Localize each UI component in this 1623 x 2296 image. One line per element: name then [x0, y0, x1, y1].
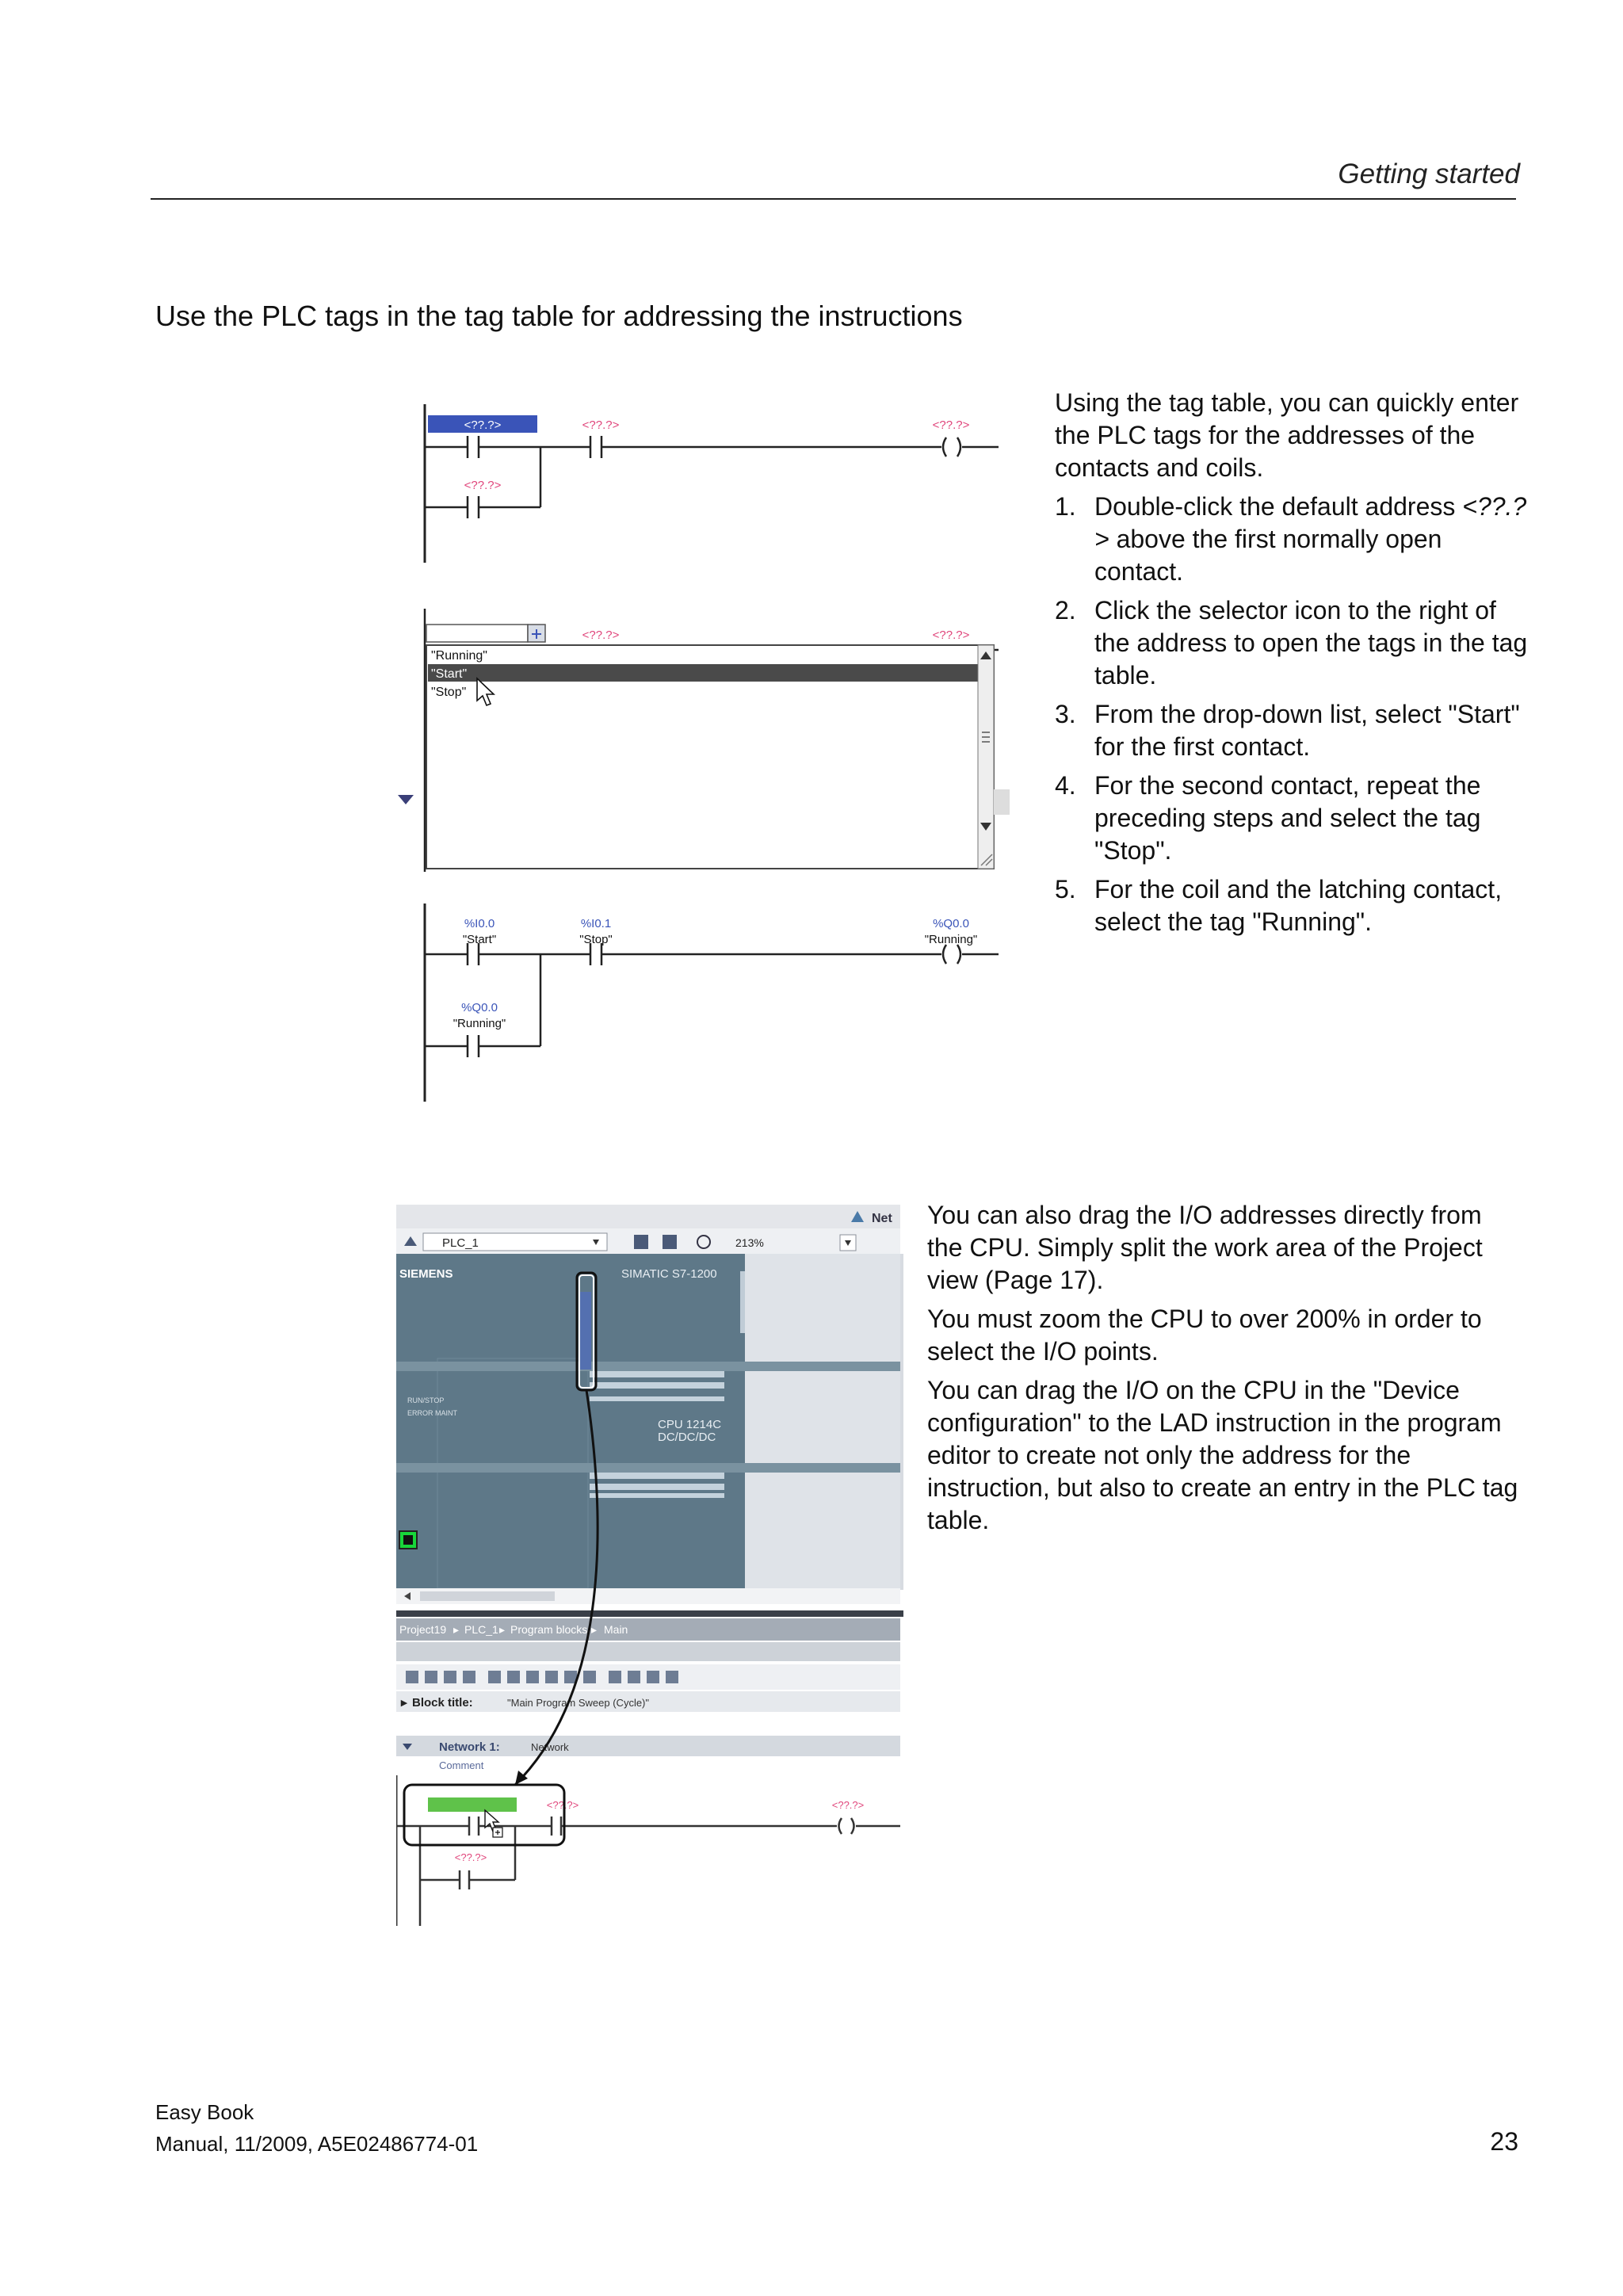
rung-default-addresses — [425, 404, 999, 563]
brand-label: SIEMENS — [399, 1267, 453, 1281]
dropdown-scrollbar[interactable] — [978, 645, 994, 869]
step-item: 2. Click the selector icon to the right of the address to open the tags in the tag table. — [1055, 596, 1528, 690]
coil-address: %Q0.0 — [933, 917, 969, 930]
latch-address: %Q0.0 — [461, 1001, 498, 1014]
address-placeholder: <??.?> — [546, 1799, 579, 1811]
header-rule — [151, 198, 1516, 200]
dropdown-item-stop[interactable]: "Stop" — [431, 686, 467, 699]
steps-list — [1055, 491, 1530, 938]
page-number: 23 — [1490, 2127, 1518, 2156]
address-placeholder: <??.?> — [932, 628, 970, 642]
model-label: SIMATIC S7-1200 — [621, 1267, 717, 1281]
run-stop-led: RUN/STOP — [407, 1396, 445, 1404]
breadcrumb-plc[interactable]: PLC_1 — [464, 1623, 498, 1636]
contact1-tag: "Start" — [462, 933, 497, 946]
collapse-arrow-icon[interactable] — [398, 795, 414, 804]
network-label: Network 1: — [439, 1740, 500, 1754]
drag-io-instructions — [927, 1199, 1518, 1543]
toolbar-button[interactable] — [634, 1235, 648, 1249]
contact2-tag: "Stop" — [579, 933, 613, 946]
breadcrumb-project[interactable]: Project19 — [399, 1623, 447, 1636]
block-title-label: Block title: — [412, 1696, 473, 1710]
address-placeholder: <??.?> — [582, 418, 620, 432]
dropdown-item-running[interactable]: "Running" — [431, 649, 487, 663]
breadcrumb-program-blocks[interactable]: Program blocks — [510, 1623, 588, 1636]
svg-text:Net: Net — [872, 1212, 892, 1225]
intro-paragraph: Using the tag table, you can quickly enter the PLC tags for the addresses of the contacts and coils. — [1055, 388, 1519, 482]
zoom-paragraph: You must zoom the CPU to over 200% in order to select the I/O points. — [927, 1305, 1482, 1366]
cpu-model-line1: CPU 1214C — [658, 1418, 722, 1431]
contact1-address: %I0.0 — [464, 917, 495, 930]
dropdown-highlight — [428, 664, 978, 682]
drop-target-address[interactable] — [428, 1797, 517, 1812]
device-config-paragraph: You can drag the I/O on the CPU in the "Device configuration" to the LAD instruction in the program editor to create not only the address for the instruction, but also to create an entry in the PLC tag table. — [927, 1376, 1518, 1534]
error-maint-led: ERROR MAINT — [407, 1409, 457, 1417]
footer-manual: Manual, 11/2009, A5E02486774-01 — [155, 2132, 479, 2156]
dropdown-item-start[interactable]: "Start" — [431, 667, 468, 681]
footer-book: Easy Book — [155, 2100, 254, 2124]
svg-text:PLC_1: PLC_1 — [442, 1236, 479, 1250]
step-item: 3. From the drop-down list, select "Start" for the first contact. — [1055, 700, 1520, 761]
address-placeholder: <??.?> — [831, 1799, 865, 1811]
step-item: 1. Double-click the default address <??.?> above the first normally open contact. — [1055, 492, 1527, 586]
zoom-level[interactable]: 213% — [735, 1236, 764, 1249]
coil-tag: "Running" — [924, 933, 978, 946]
network-title[interactable]: Network — [531, 1741, 569, 1753]
block-title-value[interactable]: "Main Program Sweep (Cycle)" — [507, 1697, 650, 1709]
network-comment[interactable]: Comment — [439, 1759, 484, 1771]
address-placeholder: <??.?> — [464, 479, 502, 492]
step-item: 4. For the second contact, repeat the preceding steps and select the tag "Stop". — [1055, 771, 1481, 865]
svg-text:▸: ▸ — [499, 1623, 506, 1636]
svg-text:▸: ▸ — [453, 1623, 460, 1636]
address-placeholder: <??.?> — [582, 628, 620, 642]
tag-table-instructions — [1055, 387, 1530, 945]
rung-tag-dropdown — [398, 609, 1010, 872]
running-header: Getting started — [1338, 159, 1520, 189]
section-title: Use the PLC tags in the tag table for addressing the instructions — [155, 300, 963, 332]
breadcrumb-main[interactable]: Main — [604, 1623, 628, 1636]
latch-tag: "Running" — [453, 1017, 506, 1030]
step-item: 5. For the coil and the latching contact, select the tag "Running". — [1055, 875, 1503, 936]
svg-text:▸: ▸ — [401, 1696, 407, 1710]
drag-io-screenshot — [396, 1205, 903, 1926]
address-input[interactable] — [426, 625, 528, 642]
lad-tag-figure — [396, 396, 1030, 1125]
contact2-address: %I0.1 — [580, 917, 612, 930]
address-placeholder: <??.?> — [932, 418, 970, 432]
rung-resolved-tags — [425, 904, 999, 1102]
cpu-model-line2: DC/DC/DC — [658, 1431, 716, 1444]
toolbar-button[interactable] — [663, 1235, 677, 1249]
address-placeholder: <??.?> — [464, 418, 502, 432]
svg-text:▸: ▸ — [591, 1623, 598, 1636]
address-placeholder: <??.?> — [454, 1851, 487, 1863]
drag-paragraph: You can also drag the I/O addresses directly from the CPU. Simply split the work area of the Project view (Page 17). — [927, 1201, 1483, 1294]
